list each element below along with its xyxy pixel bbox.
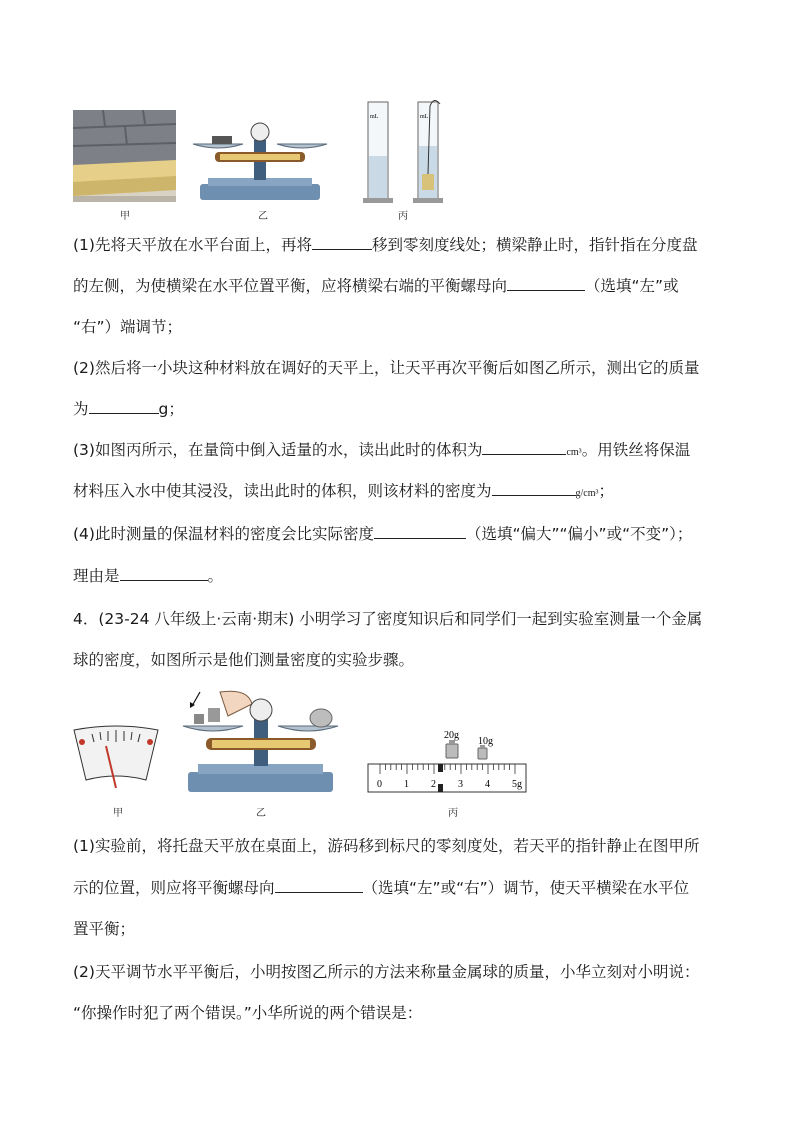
ruler-tick-label: 0 xyxy=(377,779,382,790)
ruler-tick-label: 3 xyxy=(458,779,463,790)
unit-cm3: cm³ xyxy=(566,447,582,458)
weight-label-10g: 10g xyxy=(478,736,493,747)
q4-p2-line1: (2)天平调节水平平衡后，小明按图乙所示的方法来称量金属球的质量，小华立刻对小明说： xyxy=(73,963,700,981)
blank-q3-7[interactable] xyxy=(120,566,208,581)
figure-q3-balance xyxy=(190,122,330,202)
figure-q4-balance xyxy=(178,688,343,798)
q3-p1-line1: (1)先将天平放在水平台面上，再将 移到零刻度线处；横梁静止时，指针指在分度盘 xyxy=(73,236,698,254)
ruler-tick-label: 2 xyxy=(431,779,436,790)
q4-p1-line1: (1)实验前，将托盘天平放在桌面上，游码移到标尺的零刻度处，若天平的指针静止在图甲所 xyxy=(73,837,700,855)
ruler-tick-label: 1 xyxy=(404,779,409,790)
unit-g-cm3: g/cm³ xyxy=(575,488,599,499)
q4-p1-line2: 示的位置，则应将平衡螺母向 （选填“左”或“右”）调节，使天平横梁在水平位 xyxy=(73,879,690,897)
blank-q3-3[interactable] xyxy=(89,399,159,414)
blank-q3-1[interactable] xyxy=(312,235,372,250)
q3-p2-line2: 为 g； xyxy=(73,400,184,418)
figure-q4-pointer-dial xyxy=(72,724,160,794)
ruler-tick-label: 5g xyxy=(512,779,522,790)
cylinder-unit-label-2: mL xyxy=(420,114,429,120)
blank-q3-4[interactable] xyxy=(482,440,566,455)
q4-header-line2: 球的密度，如图所示是他们测量密度的实验步骤。 xyxy=(73,651,415,669)
q3-p3-line1: (3)如图丙所示，在量筒中倒入适量的水，读出此时的体积为 cm³。用铁丝将保温 xyxy=(73,441,691,459)
q3-p3-line2: 材料压入水中使其浸没，读出此时的体积，则该材料的密度为 g/cm³； xyxy=(73,482,615,500)
weight-label-20g: 20g xyxy=(444,730,459,741)
q3-p1-line3: “右”）端调节； xyxy=(73,318,183,336)
caption-q4-yi: 乙 xyxy=(256,808,266,819)
figure-q4-rider-ruler xyxy=(366,728,530,798)
caption-q3-jia: 甲 xyxy=(120,211,130,222)
q3-p4-line1: (4)此时测量的保温材料的密度会比实际密度 （选填“偏大”“偏小”或“不变”）； xyxy=(73,525,693,543)
q4-p1-line3: 置平衡； xyxy=(73,920,136,938)
ruler-tick-label: 4 xyxy=(485,779,490,790)
blank-q4-1[interactable] xyxy=(275,878,363,893)
blank-q3-5[interactable] xyxy=(492,481,576,496)
caption-q4-jia: 甲 xyxy=(113,808,123,819)
q3-p4-line2: 理由是 。 xyxy=(73,567,224,585)
cylinder-unit-label-1: mL xyxy=(370,114,379,120)
q3-p2-line1: (2)然后将一小块这种材料放在调好的天平上，让天平再次平衡后如图乙所示，测出它的质量 xyxy=(73,359,700,377)
blank-q3-2[interactable] xyxy=(507,276,585,291)
q4-p2-line2: “你操作时犯了两个错误。”小华所说的两个错误是： xyxy=(73,1004,423,1022)
blank-q3-6[interactable] xyxy=(374,524,466,539)
q3-p1-line2: 的左侧，为使横梁在水平位置平衡，应将横梁右端的平衡螺母向 （选填“左”或 xyxy=(73,277,679,295)
figure-q3-insulation-photo xyxy=(73,110,176,202)
q4-header-line1: 4．(23-24 八年级上·云南·期末) 小明学习了密度知识后和同学们一起到实验室测量一个金属 xyxy=(73,610,703,628)
caption-q4-bing: 丙 xyxy=(448,808,458,819)
caption-q3-yi: 乙 xyxy=(258,211,268,222)
caption-q3-bing: 丙 xyxy=(398,211,408,222)
figure-q3-cylinders xyxy=(360,96,450,206)
